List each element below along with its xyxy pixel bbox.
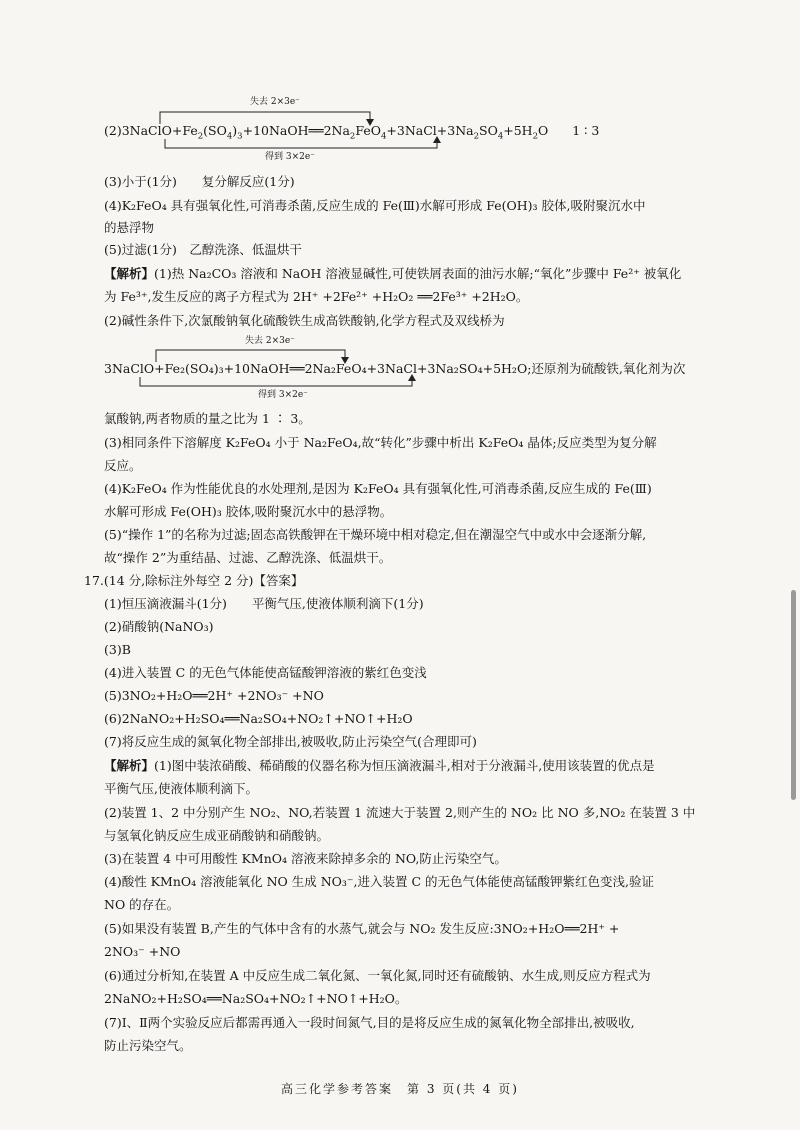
q17-analysis-p4-line-1: (4)酸性 KMnO₄ 溶液能氧化 NO 生成 NO₃⁻,进入装置 C 的无色气体能使高锰酸钾紫红色变浅,验证 bbox=[104, 874, 654, 889]
q17-analysis-p2-line-2: 与氢氧化钠反应生成亚硝酸钠和硝酸钠。 bbox=[104, 828, 330, 843]
q17-analysis-p3: (3)在装置 4 中可用酸性 KMnO₄ 溶液来除掉多余的 NO,防止污染空气。 bbox=[104, 851, 507, 866]
analysis16-p3-line-2: 反应。 bbox=[104, 458, 142, 473]
electron-lost-label-1: 失去 2×3e⁻ bbox=[250, 97, 300, 107]
q17-analysis-p6-line-2: 2NaNO₂+H₂SO₄══Na₂SO₄+NO₂↑+NO↑+H₂O。 bbox=[104, 991, 408, 1006]
q17-answer-4: (4)进入装置 C 的无色气体能使高锰酸钾溶液的紫红色变浅 bbox=[104, 665, 427, 680]
q17-answer-1: (1)恒压滴液漏斗(1分) 平衡气压,使液体顺利滴下(1分) bbox=[104, 596, 424, 611]
q17-analysis-p4-line-2: NO 的存在。 bbox=[104, 897, 180, 912]
vertical-scrollbar[interactable] bbox=[791, 590, 796, 800]
analysis16-p4-line-1: (4)K₂FeO₄ 作为性能优良的水处理剂,是因为 K₂FeO₄ 具有强氧化性,可消毒杀菌,反应生成的 Fe(Ⅲ) bbox=[104, 481, 652, 496]
electron-gained-label-1: 得到 3×2e⁻ bbox=[265, 152, 315, 162]
analysis16-p1-line-2: 为 Fe³⁺,发生反应的离子方程式为 2H⁺ +2Fe²⁺ +H₂O₂ ══2Fe³⁺ +2H₂O。 bbox=[104, 289, 529, 304]
q17-analysis-p7-line-2: 防止污染空气。 bbox=[104, 1038, 192, 1053]
answer-4-line-1: (4)K₂FeO₄ 具有强氧化性,可消毒杀菌,反应生成的 Fe(Ⅲ)水解可形成 Fe(OH)₃ 胶体,吸附聚沉水中 bbox=[104, 198, 646, 213]
equation-line-2: $(2)3NaClO+Fe_2(SO_4)_3+10NaOH══2Na_2FeO_4+3NaCl+3Na_2SO_4+5H_2O$ 1 ∶ 3 bbox=[104, 123, 600, 142]
page-footer: 高三化学参考答案 第 3 页(共 4 页) bbox=[281, 1082, 519, 1096]
analysis16-p5-line-2: 故“操作 2”为重结晶、过滤、乙醇洗涤、低温烘干。 bbox=[104, 550, 392, 565]
answer-3: (3)小于(1分) 复分解反应(1分) bbox=[104, 174, 295, 189]
q17-answer-6: (6)2NaNO₂+H₂SO₄══Na₂SO₄+NO₂↑+NO↑+H₂O bbox=[104, 711, 413, 726]
q17-answer-2: (2)硝酸钠(NaNO₃) bbox=[104, 619, 214, 634]
q17-analysis-p5-line-1: (5)如果没有装置 B,产生的气体中含有的水蒸气,就会与 NO₂ 发生反应:3NO₂+H₂O══2H⁺ + bbox=[104, 921, 620, 936]
answer-4-line-2: 的悬浮物 bbox=[104, 220, 155, 235]
q17-analysis-p1-line-2: 平衡气压,使液体顺利滴下。 bbox=[104, 781, 258, 796]
q17-heading: 17.(14 分,除标注外每空 2 分)【答案】 bbox=[84, 573, 304, 588]
electron-lost-label-2: 失去 2×3e⁻ bbox=[245, 336, 295, 346]
analysis16-p1-line-1: 【解析】(1)热 Na₂CO₃ 溶液和 NaOH 溶液显碱性,可使铁屑表面的油污水解;“氧化”步骤中 Fe²⁺ 被氧化 bbox=[104, 266, 682, 281]
q17-answer-7: (7)将反应生成的氮氧化物全部排出,被吸收,防止污染空气(合理即可) bbox=[104, 734, 477, 749]
q17-analysis-p6-line-1: (6)通过分析知,在装置 A 中反应生成二氧化氮、一氧化氮,同时还有硫酸钠、水生成,则反应方程式为 bbox=[104, 968, 651, 983]
analysis16-p5-line-1: (5)“操作 1”的名称为过滤;固态高铁酸钾在干燥环境中相对稳定,但在潮湿空气中或水中会逐渐分解, bbox=[104, 527, 647, 542]
analysis16-p3-line-1: (3)相同条件下溶解度 K₂FeO₄ 小于 Na₂FeO₄,故“转化”步骤中析出 K₂FeO₄ 晶体;反应类型为复分解 bbox=[104, 435, 657, 450]
analysis16-p2-line-3: 氯酸钠,两者物质的量之比为 1 ∶ 3。 bbox=[104, 411, 311, 426]
electron-gained-label-2: 得到 3×2e⁻ bbox=[258, 390, 308, 400]
q17-analysis-p5-line-2: 2NO₃⁻ +NO bbox=[104, 944, 181, 959]
analysis16-p2-line-1: (2)碱性条件下,次氯酸钠氧化硫酸铁生成高铁酸钠,化学方程式及双线桥为 bbox=[104, 313, 505, 328]
q17-answer-3: (3)B bbox=[104, 642, 131, 657]
q17-answer-5: (5)3NO₂+H₂O══2H⁺ +2NO₃⁻ +NO bbox=[104, 688, 324, 703]
electron-bridge-2 bbox=[0, 0, 800, 420]
answer-5: (5)过滤(1分) 乙醇洗涤、低温烘干 bbox=[104, 242, 302, 257]
analysis16-equation: 3NaClO+Fe₂(SO₄)₃+10NaOH══2Na₂FeO₄+3NaCl+3Na₂SO₄+5H₂O;还原剂为硫酸铁,氧化剂为次 bbox=[104, 361, 686, 376]
q17-analysis-p2-line-1: (2)装置 1、2 中分别产生 NO₂、NO,若装置 1 流速大于装置 2,则产生的 NO₂ 比 NO 多,NO₂ 在装置 3 中 bbox=[104, 805, 696, 820]
analysis16-p4-line-2: 水解可形成 Fe(OH)₃ 胶体,吸附聚沉水中的悬浮物。 bbox=[104, 504, 393, 519]
q17-analysis-p1-line-1: 【解析】(1)图中装浓硝酸、稀硝酸的仪器名称为恒压滴液漏斗,相对于分液漏斗,使用该装置的优点是 bbox=[104, 758, 655, 773]
q17-analysis-p7-line-1: (7)Ⅰ、Ⅱ两个实验反应后都需再通入一段时间氮气,目的是将反应生成的氮氧化物全部排出,被吸收, bbox=[104, 1015, 635, 1030]
